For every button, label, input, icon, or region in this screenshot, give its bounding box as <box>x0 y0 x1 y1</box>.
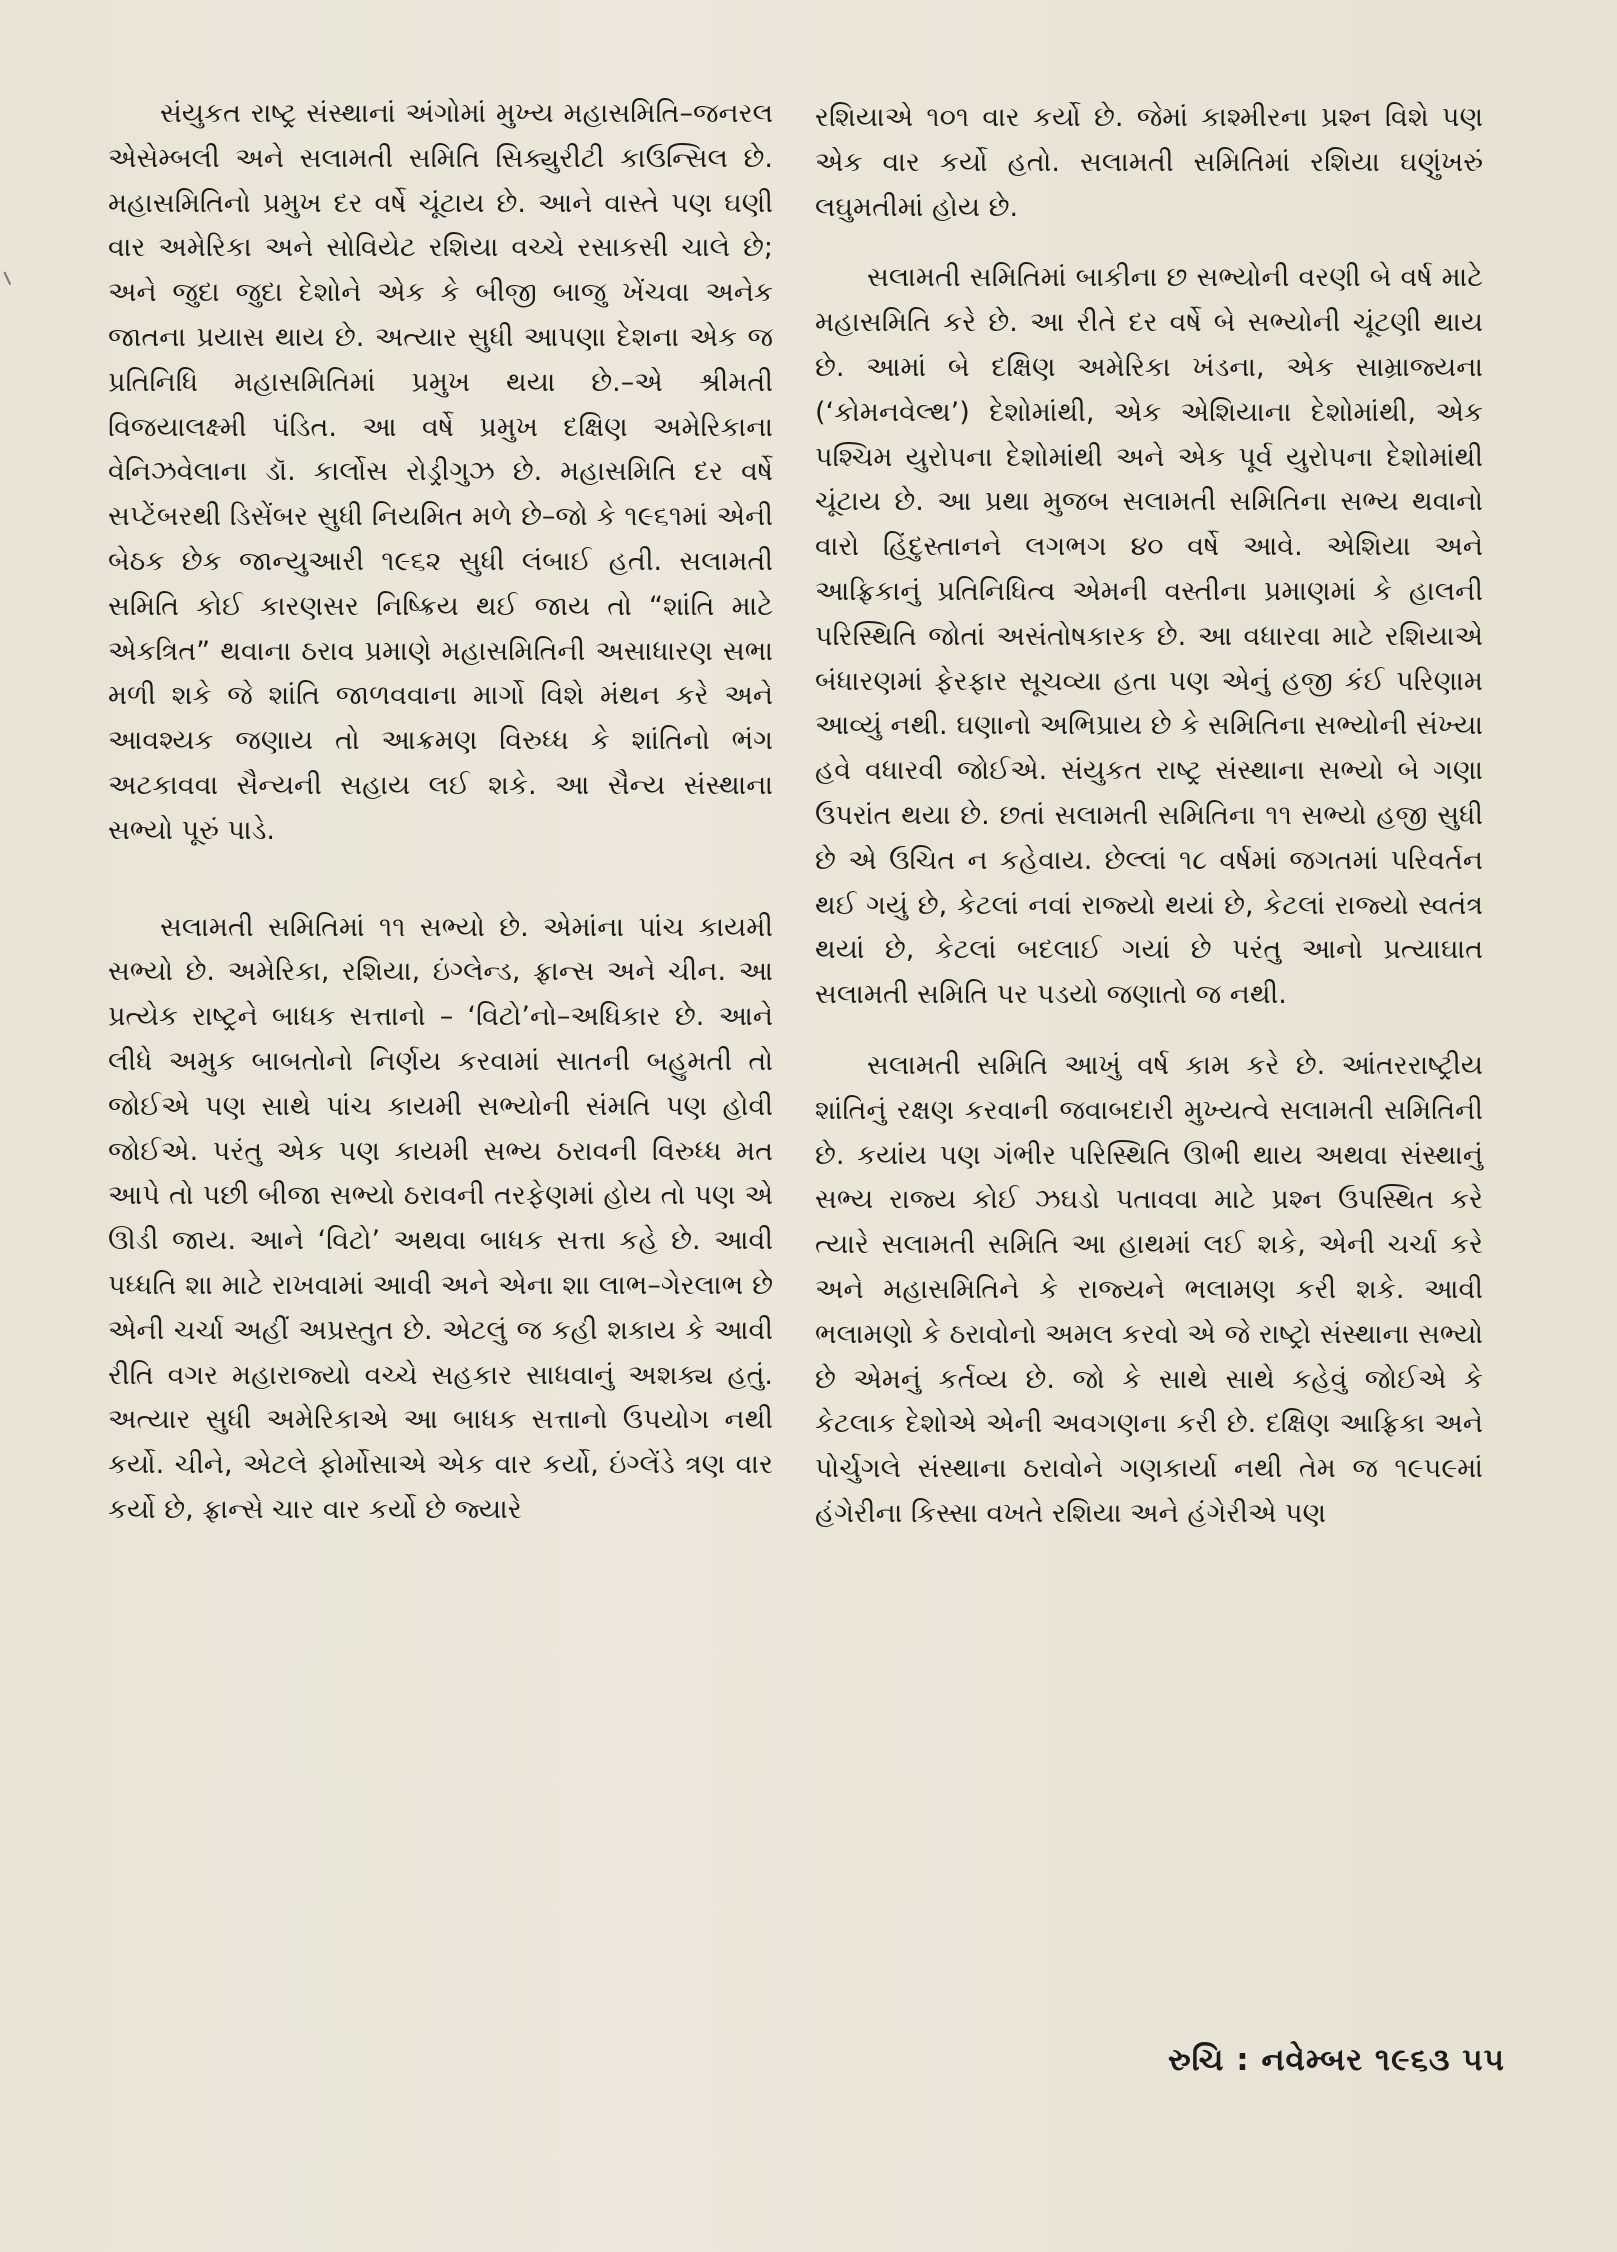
paragraph-gap <box>108 854 773 906</box>
margin-mark <box>3 269 16 285</box>
left-paragraph-2: સલામતી સમિતિમાં ૧૧ સભ્યો છે. એમાંના પાંચ કાયમી સભ્યો છે. અમેરિકા, રશિયા, ઇંગ્લેન્ડ, ફ્રાન્સ અને ચીન. આ પ્રત્યેક રાષ્ટ્રને બાધક સત્તાનો – ‘વિટો’નો–અધિકાર છે. આને લીધે અમુક બાબતોનો નિર્ણય કરવામાં સાતની બહુમતી તો જોઈએ પણ સાથે પાંચ કાયમી સભ્યોની સંમતિ પણ હોવી જોઈએ. પરંતુ એક પણ કાયમી સભ્ય ઠરાવની વિરુધ્ધ મત આપે તો પછી બીજા સભ્યો ઠરાવની તરફેણમાં હોય તો પણ એ ઊડી જાય. આને ‘વિટો’ અથવા બાધક સત્તા કહે છે. આવી પધ્ધતિ શા માટે રાખવામાં આવી અને એના શા લાભ–ગેરલાભ છે એની ચર્ચા અહીં અપ્રસ્તુત છે. એટલું જ કહી શકાય કે આવી રીતિ વગર મહારાજ્યો વચ્ચે સહકાર સાધવાનું અશક્ય હતું. અત્યાર સુધી અમેરિકાએ આ બાધક સત્તાનો ઉપયોગ નથી કર્યો. ચીને, એટલે ફોર્મોસાએ એક વાર કર્યો, ઇંગ્લેંડે ત્રણ વાર કર્યો છે, ફ્રાન્સે ચાર વાર કર્યો છે જ્યારે <box>108 911 773 1525</box>
left-column <box>108 92 773 1533</box>
right-column <box>815 96 1483 1537</box>
right-paragraph-3: સલામતી સમિતિ આખું વર્ષ કામ કરે છે. આંતરરાષ્ટ્રીય શાંતિનું રક્ષણ કરવાની જવાબદારી મુખ્યત્વે સલામતી સમિતિની છે. કયાંય પણ ગંભીર પરિસ્થિતિ ઊભી થાય અથવા સંસ્થાનું સભ્ય રાજ્ય કોઈ ઝઘડો પતાવવા માટે પ્રશ્ન ઉપસ્થિત કરે ત્યારે સલામતી સમિતિ આ હાથમાં લઈ શકે, એની ચર્ચા કરે અને મહાસમિતિને કે રાજ્યને ભલામણ કરી શકે. આવી ભલામણો કે ઠરાવોનો અમલ કરવો એ જે રાષ્ટ્રો સંસ્થાના સભ્યો છે એમનું કર્તવ્ય છે. જો કે સાથે સાથે કહેવું જોઈએ કે કેટલાક દેશોએ એની અવગણના કરી છે. દક્ષિણ આફ્રિકા અને પોર્ચુગલે સંસ્થાના ઠરાવોને ગણકાર્યા નથી તેમ જ ૧૯૫૯માં હંગેરીના કિસ્સા વખતે રશિયા અને હંગેરીએ પણ <box>815 1049 1483 1529</box>
paragraph-gap <box>815 1018 1483 1044</box>
right-paragraph-1: રશિયાએ ૧૦૧ વાર કર્યો છે. જેમાં કાશ્મીરના પ્રશ્ન વિશે પણ એક વાર કર્યો હતો. સલામતી સમિતિમાં રશિયા ઘણુંખરું લઘુમતીમાં હોય છે. <box>815 102 1483 223</box>
right-paragraph-2: સલામતી સમિતિમાં બાકીના છ સભ્યોની વરણી બે વર્ષ માટે મહાસમિતિ કરે છે. આ રીતે દર વર્ષે બે સભ્યોની ચૂંટણી થાય છે. આમાં બે દક્ષિણ અમેરિકા ખંડના, એક સામ્રાજ્યના (‘કોમનવેલ્થ’) દેશોમાંથી, એક એશિયાના દેશોમાંથી, એક પશ્ચિમ યુરોપના દેશોમાંથી અને એક પૂર્વ યુરોપના દેશોમાંથી ચૂંટાય છે. આ પ્રથા મુજબ સલામતી સમિતિના સભ્ય થવાનો વારો હિંદુસ્તાનને લગભગ ૪૦ વર્ષે આવે. એશિયા અને આફ્રિકાનું પ્રતિનિધિત્વ એમની વસ્તીના પ્રમાણમાં કે હાલની પરિસ્થિતિ જોતાં અસંતોષકારક છે. આ વધારવા માટે રશિયાએ બંધારણમાં ફેરફાર સૂચવ્યા હતા પણ એનું હજી કંઈ પરિણામ આવ્યું નથી. ઘણાનો અભિપ્રાય છે કે સમિતિના સભ્યોની સંખ્યા હવે વધારવી જોઈએ. સંયુકત રાષ્ટ્ર સંસ્થાના સભ્યો બે ગણા ઉપરાંત થયા છે. છતાં સલામતી સમિતિના ૧૧ સભ્યો હજી સુધી છે એ ઉચિત ન કહેવાય. છેલ્લાં ૧૮ વર્ષમાં જગતમાં પરિવર્તન થઈ ગયું છે, કેટલાં નવાં રાજ્યો થયાં છે, કેટલાં રાજ્યો સ્વતંત્ર થયાં છે, કેટલાં બદલાઈ ગયાં છે પરંતુ આનો પ્રત્યાઘાત સલામતી સમિતિ પર પડયો જણાતો જ નથી. <box>815 262 1483 1011</box>
left-paragraph-1: સંયુકત રાષ્ટ્ર સંસ્થાનાં અંગોમાં મુખ્ય મહાસમિતિ–જનરલ એસેમ્બલી અને સલામતી સમિતિ સિક્યુરીટી કાઉન્સિલ છે. મહાસમિતિનો પ્રમુખ દર વર્ષે ચૂંટાય છે. આને વાસ્તે પણ ઘણી વાર અમેરિકા અને સોવિયેટ રશિયા વચ્ચે રસાકસી ચાલે છે; અને જુદા જુદા દેશોને એક કે બીજી બાજુ ખેંચવા અનેક જાતના પ્રયાસ થાય છે. અત્યાર સુધી આપણા દેશના એક જ પ્રતિનિધિ મહાસમિતિમાં પ્રમુખ થયા છે.–એ શ્રીમતી વિજયાલક્ષ્મી પંડિત. આ વર્ષે પ્રમુખ દક્ષિણ અમેરિકાના વેનિઝવેલાના ડૉ. કાર્લોસ રોડ્રીગુઝ છે. મહાસમિતિ દર વર્ષે સપ્ટેંબરથી ડિસેંબર સુધી નિયમિત મળે છે–જો કે ૧૯૬૧માં એની બેઠક છેક જાન્યુઆરી ૧૯૬૨ સુધી લંબાઈ હતી. સલામતી સમિતિ કોઈ કારણસર નિષ્ક્રિય થઈ જાય તો “શાંતિ માટે એકત્રિત” થવાના ઠરાવ પ્રમાણે મહાસમિતિની અસાધારણ સભા મળી શકે જે શાંતિ જાળવવાના માર્ગો વિશે મંથન કરે અને આવશ્યક જણાય તો આક્રમણ વિરુધ્ધ કે શાંતિનો ભંગ અટકાવવા સૈન્યની સહાય લઈ શકે. આ સૈન્ય સંસ્થાના સભ્યો પૂરું પાડે. <box>108 98 773 846</box>
page-footer: રુચિ : નવેમ્બર ૧૯૬૩ ૫૫ <box>1167 2042 1505 2078</box>
paragraph-gap <box>815 230 1483 256</box>
